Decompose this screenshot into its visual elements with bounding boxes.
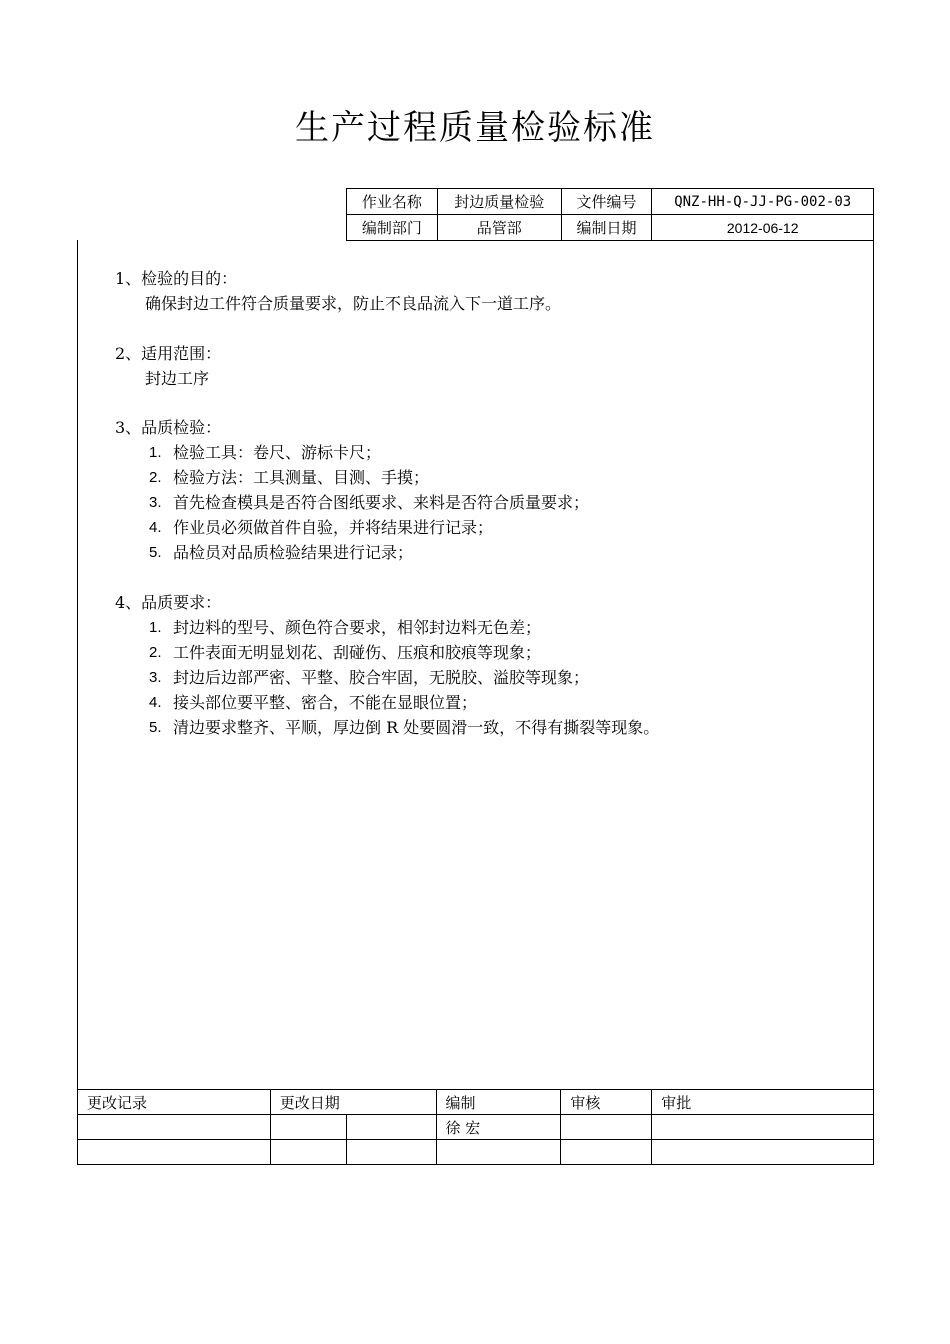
- table-cell: [78, 1140, 271, 1165]
- compile-date-label: 编制日期: [561, 215, 652, 241]
- table-cell: [78, 1115, 271, 1140]
- list-item: [115, 465, 589, 490]
- section-text: 封边工序: [145, 369, 210, 388]
- approved-header: 审批: [652, 1090, 874, 1115]
- list-item: [115, 715, 659, 740]
- section-heading: 3、品质检验：: [115, 418, 222, 437]
- table-cell: [346, 1115, 436, 1140]
- department-label: 编制部门: [347, 215, 438, 241]
- department-value: 品管部: [437, 215, 561, 241]
- revision-table: [77, 1089, 874, 1165]
- list-item: [115, 490, 589, 515]
- section-purpose: [115, 266, 561, 316]
- requirements-list: [115, 615, 659, 740]
- doc-number-label: 文件编号: [561, 189, 652, 215]
- table-cell: [652, 1115, 874, 1140]
- table-cell: [436, 1140, 561, 1165]
- job-name-label: 作业名称: [347, 189, 438, 215]
- list-number: 5.: [149, 544, 162, 561]
- section-heading: 2、适用范围：: [115, 344, 222, 363]
- table-row: [78, 1140, 874, 1165]
- list-number: 4.: [149, 519, 162, 536]
- list-text: 品检员对品质检验结果进行记录；: [173, 543, 414, 562]
- table-row: [78, 1115, 874, 1140]
- section-quality-inspection: [115, 415, 589, 565]
- table-cell: [561, 1140, 652, 1165]
- compile-date-value: 2012-06-12: [652, 215, 874, 241]
- list-number: 2.: [149, 469, 162, 486]
- document-info-table: [346, 188, 874, 241]
- list-item: [115, 515, 589, 540]
- table-cell: [270, 1115, 346, 1140]
- doc-number-value: QNZ-HH-Q-JJ-PG-002-03: [652, 189, 874, 215]
- change-date-header: 更改日期: [270, 1090, 436, 1115]
- content-area: [77, 240, 874, 1089]
- reviewed-header: 审核: [561, 1090, 652, 1115]
- list-text: 检验工具：卷尺、游标卡尺；: [173, 443, 382, 462]
- list-item: [115, 640, 659, 665]
- table-cell: [652, 1140, 874, 1165]
- list-item: [115, 440, 589, 465]
- list-item: [115, 540, 589, 565]
- list-text: 清边要求整齐、平顺，厚边倒 R 处要圆滑一致，不得有撕裂等现象。: [173, 718, 660, 737]
- list-number: 5.: [149, 719, 162, 736]
- list-number: 3.: [149, 669, 162, 686]
- list-item: [115, 615, 659, 640]
- list-text: 检验方法：工具测量、目测、手摸；: [173, 468, 430, 487]
- list-item: [115, 690, 659, 715]
- info-row: [347, 215, 874, 241]
- info-row: [347, 189, 874, 215]
- list-text: 封边后边部严密、平整、胶合牢固，无脱胶、溢胶等现象；: [173, 668, 590, 687]
- table-cell: [346, 1140, 436, 1165]
- compiled-header: 编制: [436, 1090, 561, 1115]
- job-name-value: 封边质量检验: [437, 189, 561, 215]
- list-text: 作业员必须做首件自验，并将结果进行记录；: [173, 518, 494, 537]
- list-number: 1.: [149, 444, 162, 461]
- section-quality-requirements: [115, 590, 659, 740]
- section-heading: 1、检验的目的：: [115, 269, 238, 288]
- list-number: 4.: [149, 694, 162, 711]
- list-text: 工件表面无明显划花、刮碰伤、压痕和胶痕等现象；: [173, 643, 542, 662]
- section-text: 确保封边工件符合质量要求，防止不良品流入下一道工序。: [145, 294, 562, 313]
- change-record-header: 更改记录: [78, 1090, 271, 1115]
- compiler-name: 徐 宏: [436, 1115, 561, 1140]
- list-number: 3.: [149, 494, 162, 511]
- section-scope: [115, 341, 221, 391]
- list-text: 接头部位要平整、密合，不能在显眼位置；: [173, 693, 478, 712]
- list-text: 首先检查模具是否符合图纸要求、来料是否符合质量要求；: [173, 493, 590, 512]
- table-cell: [270, 1140, 346, 1165]
- table-row: [78, 1090, 874, 1115]
- list-number: 1.: [149, 619, 162, 636]
- list-number: 2.: [149, 644, 162, 661]
- inspection-list: [115, 440, 589, 565]
- section-heading: 4、品质要求：: [115, 593, 222, 612]
- page-title: 生产过程质量检验标准: [295, 108, 655, 148]
- table-cell: [561, 1115, 652, 1140]
- list-text: 封边料的型号、颜色符合要求，相邻封边料无色差；: [173, 618, 542, 637]
- list-item: [115, 665, 659, 690]
